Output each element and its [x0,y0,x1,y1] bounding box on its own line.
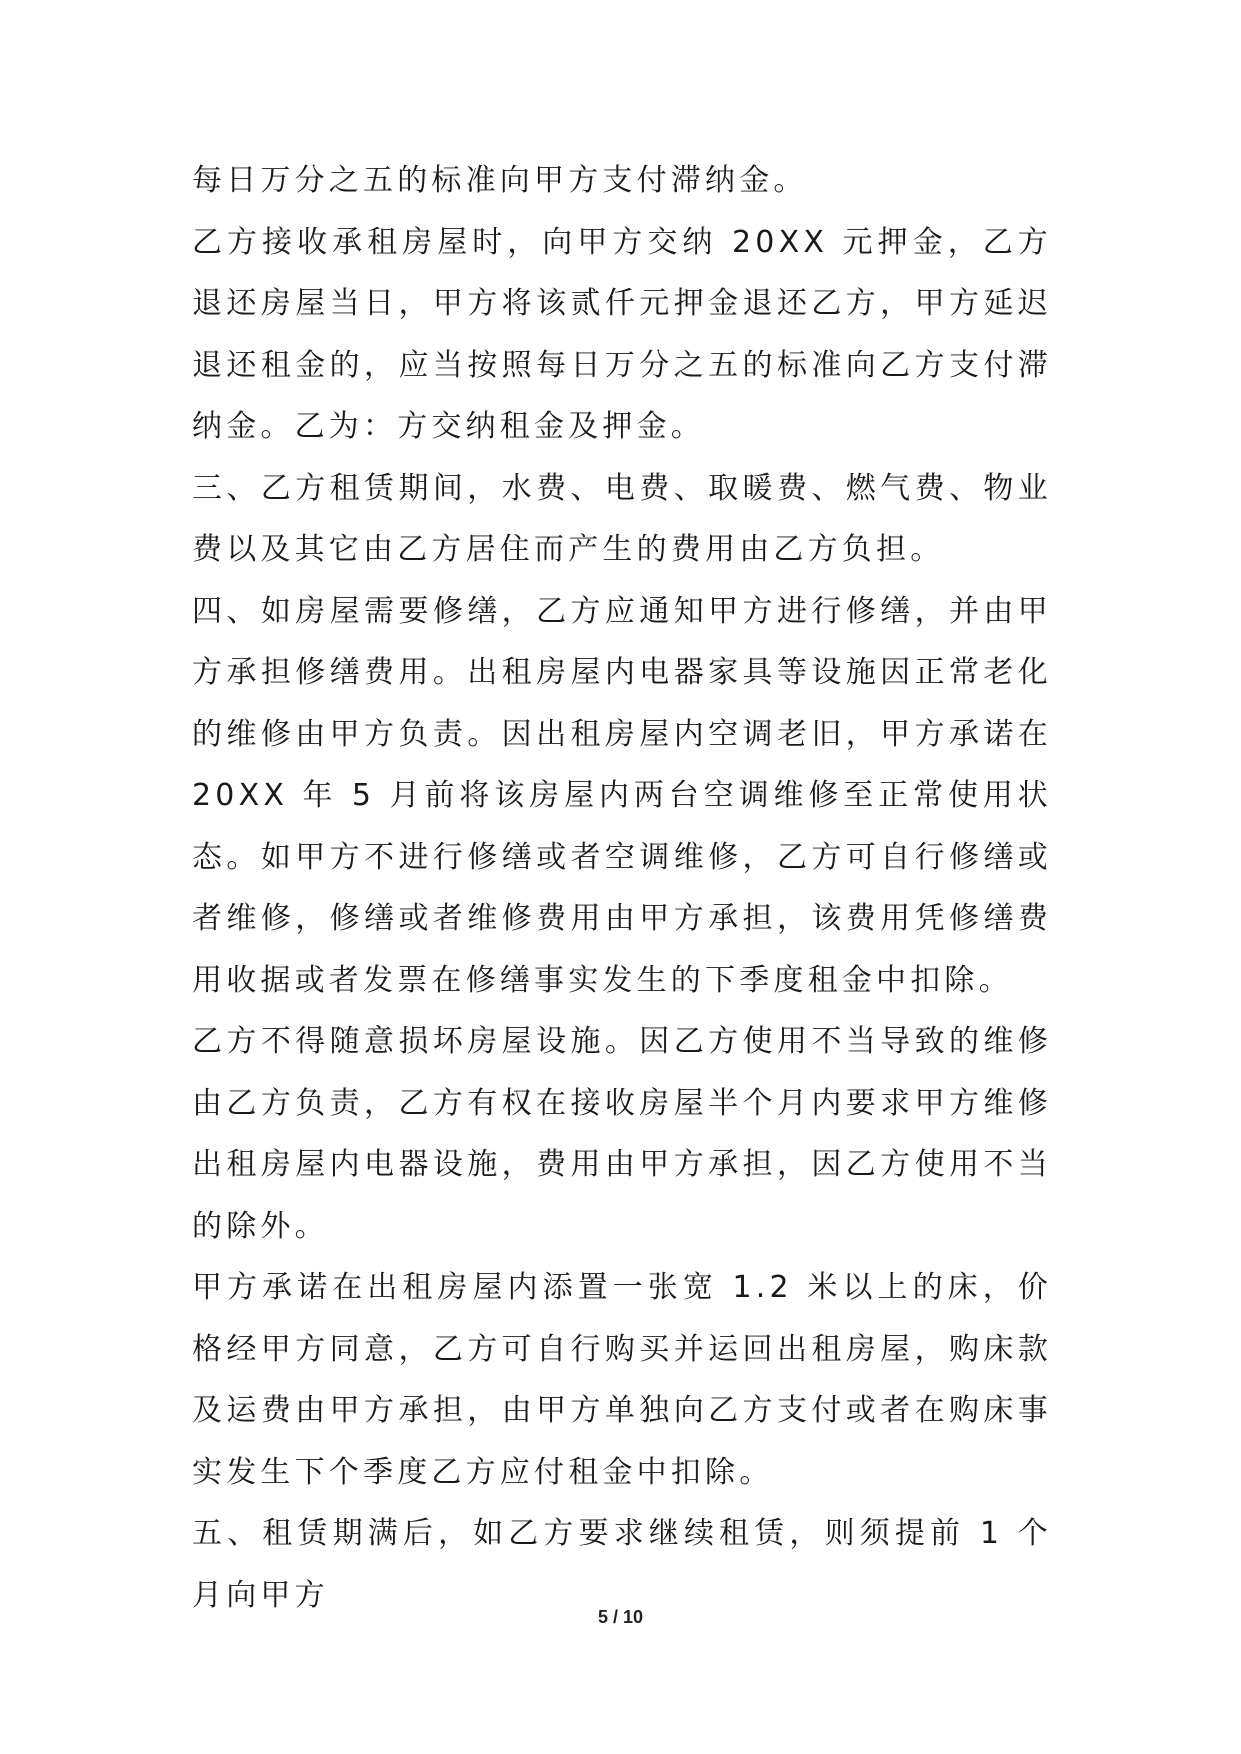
page-number: 5 / 10 [597,1607,644,1627]
paragraph-late-fee-continuation: 每日万分之五的标准向甲方支付滞纳金。 [192,163,808,198]
paragraph-clause-5-renewal: 五、租赁期满后，如乙方要求继续租赁，则须提前 1 个月向甲方 [192,1516,1052,1613]
paragraph-damage-responsibility: 乙方不得随意损坏房屋设施。因乙方使用不当导致的维修由乙方负责，乙方有权在接收房屋半个月内要求甲方维修出租房屋内电器设施，费用由甲方承担，因乙方使用不当的除外。 [192,1024,1052,1244]
paragraph-bed-purchase: 甲方承诺在出租房屋内添置一张宽 1.2 米以上的床，价格经甲方同意，乙方可自行购买并运回出租房屋，购床款及运费由甲方承担，由甲方单独向乙方支付或者在购床事实发生下个季度乙方应付租金中扣除。 [192,1270,1052,1490]
paragraph-clause-4-repairs: 四、如房屋需要修缮，乙方应通知甲方进行修缮，并由甲方承担修缮费用。出租房屋内电器家具等设施因正常老化的维修由甲方负责。因出租房屋内空调老旧，甲方承诺在 20XX 年 5 月前将该房屋内两台空调维修至正常使用状态。如甲方不进行修缮或者空调维修，乙方可自行修缮或者维修，修缮或者维修费用由甲方承担，该费用凭修缮费用收据或者发票在修缮事实发生的下季度租金中扣除。 [192,593,1052,998]
paragraph-deposit: 乙方接收承租房屋时，向甲方交纳 20XX 元押金，乙方退还房屋当日，甲方将该贰仟元押金退还乙方，甲方延迟退还租金的，应当按照每日万分之五的标准向乙方支付滞纳金。乙为：方交纳租金及押金。 [192,224,1052,444]
paragraph-clause-3-utilities: 三、乙方租赁期间，水费、电费、取暖费、燃气费、物业费以及其它由乙方居住而产生的费用由乙方负担。 [192,470,1052,567]
document-body [192,150,1052,1626]
